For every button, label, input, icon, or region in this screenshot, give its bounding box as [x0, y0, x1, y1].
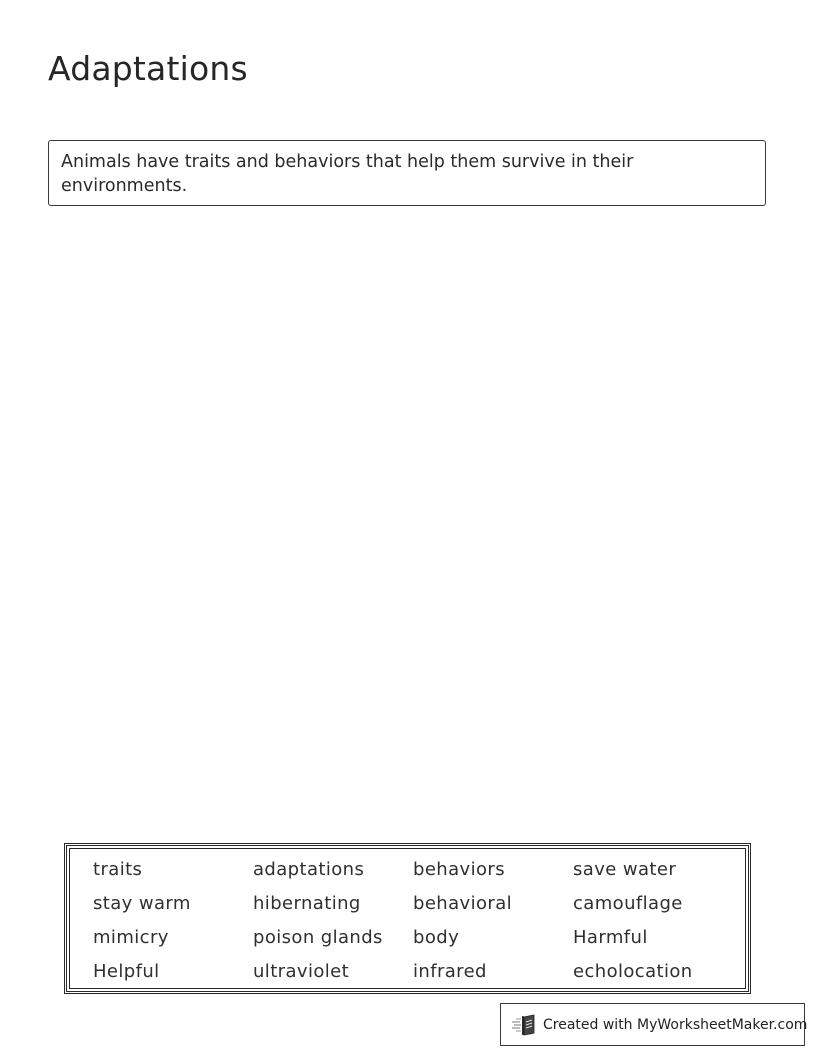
word-bank-item: camouflage	[573, 893, 683, 914]
word-bank-item: behavioral	[413, 893, 513, 914]
word-bank-item: mimicry	[93, 927, 169, 948]
worksheet-maker-logo-icon	[511, 1013, 539, 1037]
created-with-text: Created with MyWorksheetMaker.com	[543, 1016, 808, 1033]
word-bank-item: adaptations	[253, 859, 365, 880]
instructions-box: Animals have traits and behaviors that help them survive in their environments.	[48, 140, 766, 206]
word-bank-item: Helpful	[93, 961, 160, 982]
word-bank-item: body	[413, 927, 460, 948]
word-bank-item: infrared	[413, 961, 487, 982]
word-bank-item: poison glands	[253, 927, 383, 948]
worksheet-title: Adaptations	[48, 49, 248, 88]
created-with-badge[interactable]	[500, 1003, 808, 1046]
word-bank-grid	[93, 856, 733, 992]
word-bank-item: echolocation	[573, 961, 693, 982]
word-bank-item: ultraviolet	[253, 961, 350, 982]
word-bank-item: save water	[573, 859, 677, 880]
word-bank-item: traits	[93, 859, 143, 880]
word-bank-item: Harmful	[573, 927, 648, 948]
word-bank-item: hibernating	[253, 893, 361, 914]
word-bank-item: stay warm	[93, 893, 191, 914]
word-bank-item: behaviors	[413, 859, 505, 880]
word-bank	[64, 843, 751, 994]
